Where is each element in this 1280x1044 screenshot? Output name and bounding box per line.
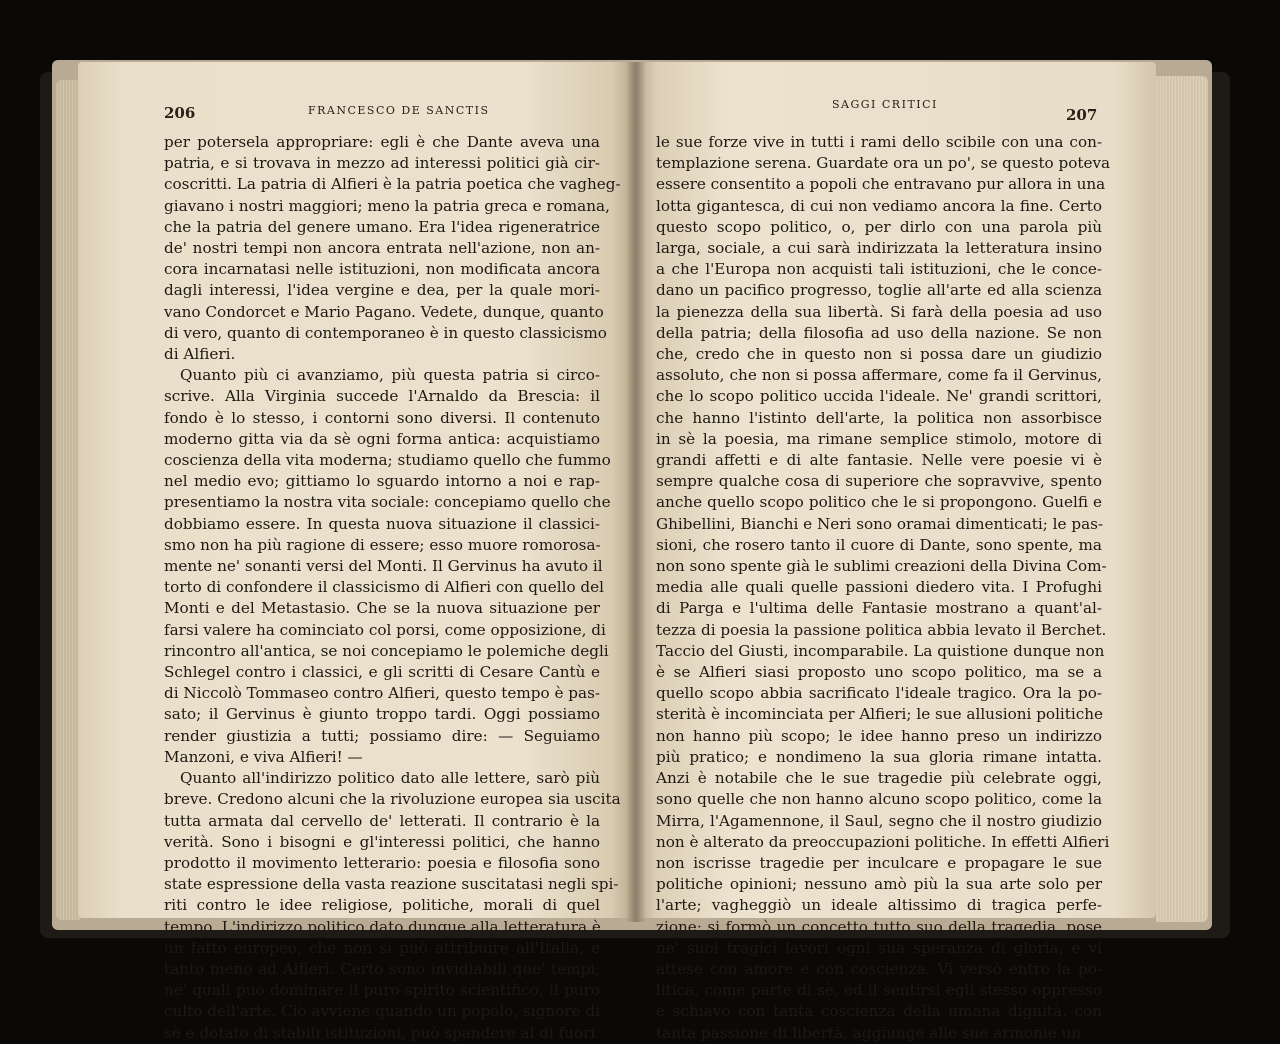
text-line: prodotto il movimento letterario: poesia e filosofia sono <box>164 853 600 872</box>
left-running-head <box>78 82 634 122</box>
left-running-title: FRANCESCO DE SANCTIS <box>308 104 490 117</box>
text-line: sterità è incominciata per Alfieri; le sue allusioni politiche <box>656 705 1104 724</box>
text-line: verità. Sono i bisogni e gl'interessi politici, che hanno <box>164 832 600 851</box>
left-page-number: 206 <box>164 104 196 122</box>
text-line: non hanno più scopo; le idee hanno preso un indirizzo <box>656 726 1102 745</box>
book-gutter <box>626 62 646 922</box>
text-line: farsi valere ha cominciato col porsi, come opposizione, di <box>164 620 606 639</box>
text-line: coscritti. La patria di Alfieri è la patria poetica che vagheg- <box>164 175 621 194</box>
text-line: Quanto all'indirizzo politico dato alle lettere, sarò più <box>180 769 600 788</box>
text-line: sempre qualche cosa di superiore che sopravvive, spento <box>656 472 1102 491</box>
text-line: sono quelle che non hanno alcuno scopo politico, come la <box>656 790 1102 809</box>
text-line: rincontro all'antica, se noi concepiamo le polemiche degli <box>164 641 609 660</box>
text-line: di Alfieri. <box>164 345 236 364</box>
text-line: più pratico; e nondimeno la sua gloria rimane intatta. <box>656 747 1102 766</box>
right-page <box>636 62 1156 1042</box>
text-line: tutta armata dal cervello de' letterati. Il contrario è la <box>164 811 600 830</box>
text-line: sato; il Gervinus è giunto troppo tardi. Oggi possiamo <box>164 705 600 724</box>
text-line: dobbiamo essere. In questa nuova situazione il classici- <box>164 514 600 533</box>
text-line: ne' quali può dominare il puro spirito scientifico, il puro <box>164 981 600 1000</box>
text-line: vano Condorcet e Mario Pagano. Vedete, dunque, quanto <box>164 302 604 321</box>
text-line: la pienezza della sua libertà. Si farà della poesia ad uso <box>656 302 1102 321</box>
text-line: culto dell'arte. Ciò avviene quando un popolo, signore di <box>164 1002 600 1021</box>
left-body-text <box>164 132 621 1044</box>
text-line: questo scopo politico, o, per dirlo con una parola più <box>656 217 1102 236</box>
right-running-title: SAGGI CRITICI <box>832 98 938 111</box>
text-line: Mirra, l'Agamennone, il Saul, segno che il nostro giudizio <box>656 811 1102 830</box>
text-line: breve. Credono alcuni che la rivoluzione europea sia uscita <box>164 790 621 809</box>
right-page-number: 207 <box>1066 106 1098 124</box>
text-line: lotta gigantesca, di cui non vediamo ancora la fine. Certo <box>656 196 1102 215</box>
text-line: un fatto europeo, che non si può attribuire all'Italia, e <box>164 938 600 957</box>
text-line: scrive. Alla Virginia succede l'Arnaldo da Brescia: il <box>164 387 600 406</box>
text-line: che, credo che in questo non si possa dare un giudizio <box>656 345 1102 364</box>
text-line: state espressione della vasta reazione suscitatasi negli spi- <box>164 875 619 894</box>
text-line: è se Alfieri siasi proposto uno scopo politico, ma se a <box>656 663 1102 682</box>
text-line: presentiamo la nostra vita sociale: concepiamo quello che <box>164 493 611 512</box>
text-line: tanta passione di libertà, aggiunge alle sue armonie un <box>656 1023 1082 1042</box>
right-running-head <box>636 82 1156 124</box>
text-line: sè e dotato di stabili istituzioni, può spandere al di fuori <box>164 1023 596 1042</box>
text-line: tanto meno ad Alfieri. Certo sono invidiabili que' tempi, <box>164 959 600 978</box>
text-line: politiche opinioni; nessuno amò più la sua arte solo per <box>656 875 1102 894</box>
text-line: Schlegel contro i classici, e gli scritti di Cesare Cantù e <box>164 663 600 682</box>
text-line: patria, e si trovava in mezzo ad interessi politici già cir- <box>164 154 600 173</box>
text-line: cora incarnatasi nelle istituzioni, non modificata ancora <box>164 260 600 279</box>
text-line: anche quello scopo politico che le si propongono. Guelfi e <box>656 493 1102 512</box>
text-line: attese con amore e con coscienza. Vi versò entro la po- <box>656 959 1102 978</box>
text-line: l'arte; vagheggiò un ideale altissimo di tragica perfe- <box>656 896 1102 915</box>
text-line: che la patria del genere umano. Era l'idea rigeneratrice <box>164 217 600 236</box>
text-line: templazione serena. Guardate ora un po', se questo poteva <box>656 154 1111 173</box>
text-line: litica, come parte di sè, ed il sentirsi egli stesso oppresso <box>656 981 1102 1000</box>
text-line: fondo è lo stesso, i contorni sono diversi. Il contenuto <box>164 408 600 427</box>
text-line: mente ne' sonanti versi del Monti. Il Gervinus ha avuto il <box>164 557 603 576</box>
text-line: ne' suoi tragici lavori ogni sua speranza di gloria, e vi <box>656 938 1102 957</box>
text-line: che lo scopo politico uccida l'ideale. Ne' grandi scrittori, <box>656 387 1102 406</box>
text-line: della patria; della filosofia ad uso della nazione. Se non <box>656 323 1102 342</box>
text-line: le sue forze vive in tutti i rami dello scibile con una con- <box>656 133 1102 151</box>
text-line: non è alterato da preoccupazioni politiche. In effetti Alfieri <box>656 832 1110 851</box>
text-line: per potersela appropriare: egli è che Dante aveva una <box>164 133 600 151</box>
text-line: coscienza della vita moderna; studiamo quello che fummo <box>164 451 611 470</box>
text-line: dano un pacifico progresso, toglie all'arte ed alla scienza <box>656 281 1102 300</box>
text-line: riti contro le idee religiose, politiche, morali di quel <box>164 896 600 915</box>
text-line: larga, sociale, a cui sarà indirizzata la letteratura insino <box>656 239 1102 258</box>
text-line: di Niccolò Tommaseo contro Alfieri, questo tempo è pas- <box>164 684 600 703</box>
text-line: non iscrisse tragedie per inculcare e propagare le sue <box>656 853 1102 872</box>
text-line: Manzoni, e viva Alfieri! — <box>164 747 363 766</box>
text-line: dagli interessi, l'idea vergine e dea, per la quale mori- <box>164 281 600 300</box>
text-line: smo non ha più ragione di essere; esso muore romorosa- <box>164 535 601 554</box>
left-page <box>78 62 634 1042</box>
right-page-edges <box>1156 76 1208 922</box>
text-line: tempo. L'indirizzo politico dato dunque alla letteratura è <box>164 917 601 936</box>
text-line: in sè la poesia, ma rimane semplice stimolo, motore di <box>656 429 1102 448</box>
text-line: giavano i nostri maggiori; meno la patria greca e romana, <box>164 196 610 215</box>
text-line: sioni, che rosero tanto il cuore di Dante, sono spente, ma <box>656 535 1102 554</box>
text-line: Taccio del Giusti, incomparabile. La quistione dunque non <box>656 641 1105 660</box>
text-line: assoluto, che non si possa affermare, come fa il Gervinus, <box>656 366 1102 385</box>
text-line: di Parga e l'ultima delle Fantasie mostrano a quant'al- <box>656 599 1102 618</box>
text-line: e schiavo con tanta coscienza della umana dignità, con <box>656 1002 1102 1021</box>
text-line: media alle quali quelle passioni diedero vita. I Profughi <box>656 578 1102 597</box>
text-line: nel medio evo; gittiamo lo sguardo intorno a noi e rap- <box>164 472 600 491</box>
left-page-edges <box>56 80 80 920</box>
text-line: de' nostri tempi non ancora entrata nell'azione, non an- <box>164 239 600 258</box>
text-line: moderno gitta via da sè ogni forma antica: acquistiamo <box>164 429 600 448</box>
text-line: di vero, quanto di contemporaneo è in questo classicismo <box>164 323 607 342</box>
text-line: torto di confondere il classicismo di Alfieri con quello del <box>164 578 604 597</box>
text-line: Quanto più ci avanziamo, più questa patria si circo- <box>180 366 600 385</box>
text-line: quello scopo abbia sacrificato l'ideale tragico. Ora la po- <box>656 684 1102 703</box>
text-line: Ghibellini, Bianchi e Neri sono oramai dimenticati; le pas- <box>656 514 1104 533</box>
text-line: render giustizia a tutti; possiamo dire: — Seguiamo <box>164 726 600 745</box>
text-line: che hanno l'istinto dell'arte, la politica non assorbisce <box>656 408 1102 427</box>
right-body-text <box>656 132 1111 1044</box>
text-line: essere consentito a popoli che entravano pur allora in una <box>656 175 1106 194</box>
text-line: a che l'Europa non acquisti tali istituzioni, che le conce- <box>656 260 1102 279</box>
text-line: Monti e del Metastasio. Che se la nuova situazione per <box>164 599 600 618</box>
text-line: tezza di poesia la passione politica abbia levato il Berchet. <box>656 620 1107 639</box>
text-line: zione; si formò un concetto tutto suo della tragedia, pose <box>656 917 1102 936</box>
text-line: Anzi è notabile che le sue tragedie più celebrate oggi, <box>656 769 1102 788</box>
text-line: non sono spente già le sublimi creazioni della Divina Com- <box>656 557 1107 576</box>
text-line: grandi affetti e di alte fantasie. Nelle vere poesie vi è <box>656 451 1102 470</box>
